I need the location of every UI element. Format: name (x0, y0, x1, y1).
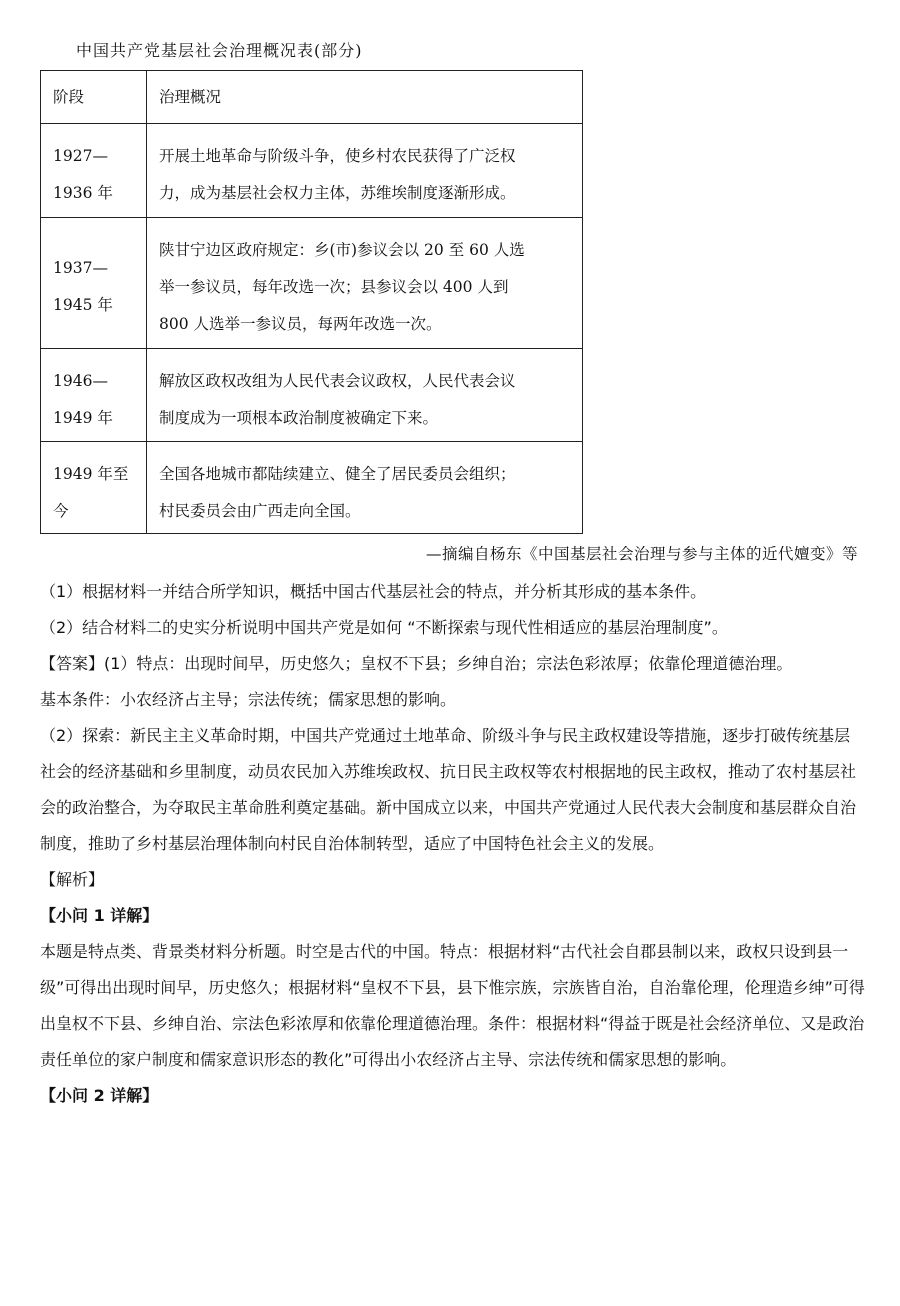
analysis-label: 【解析】 (40, 870, 105, 889)
table-header-row (41, 71, 583, 124)
row-content: 解放区政权改组为人民代表会议政权，人民代表会议 制度成为一项根本政治制度被确定下来。 (159, 372, 516, 427)
row-stage: 1927— 1936 年 (53, 147, 113, 202)
row-stage: 1949 年至 今 (53, 465, 129, 520)
questions-block (40, 574, 866, 1114)
answer-line-2: 基本条件：小农经济占主导；宗法传统；儒家思想的影响。 (40, 690, 457, 709)
row-content: 开展土地革命与阶级斗争，使乡村农民获得了广泛权 力，成为基层社会权力主体，苏维埃制度逐渐形成。 (159, 147, 516, 202)
header-stage: 阶段 (41, 71, 147, 124)
source-citation: —摘编自杨东《中国基层社会治理与参与主体的近代嬗变》等 (425, 545, 858, 563)
table-row (41, 442, 583, 534)
table-title: 中国共产党基层社会治理概况表(部分) (76, 41, 363, 60)
row-content: 全国各地城市都陆续建立、健全了居民委员会组织； 村民委员会由广西走向全国。 (159, 465, 516, 520)
table-row (41, 349, 583, 442)
table-row (41, 218, 583, 349)
header-content: 治理概况 (147, 71, 583, 124)
question-2: （2）结合材料二的史实分析说明中国共产党是如何 “不断探索与现代性相适应的基层治理制度”。 (40, 618, 728, 637)
table-row (41, 124, 583, 218)
row-content: 陕甘宁边区政府规定：乡(市)参议会以 20 至 60 人选 举一参议员，每年改选一次；县参议会以 400 人到 800 人选举一参议员，每两年改选一次。 (159, 241, 525, 333)
row-stage: 1946— 1949 年 (53, 372, 113, 427)
governance-table (40, 70, 583, 534)
sub-question-1-text: 本题是特点类、背景类材料分析题。时空是古代的中国。特点：根据材料“古代社会自郡县制以来，政权只设到县一级”可得出出现时间早，历史悠久；根据材料“皇权不下县，县下惟宗族，宗族皆自治，自治靠伦理，伦理造乡绅”可得出皇权不下县、乡绅自治、宗法色彩浓厚和依靠伦理道德治理。条件：根据材料“得益于既是社会经济单位、又是政治责任单位的家户制度和儒家意识形态的教化”可得出小农经济占主导、宗法传统和儒家思想的影响。 (40, 942, 865, 1069)
question-1: （1）根据材料一并结合所学知识，概括中国古代基层社会的特点，并分析其形成的基本条件。 (40, 582, 707, 601)
answer-line-1: 【答案】(1）特点：出现时间早，历史悠久；皇权不下县；乡绅自治；宗法色彩浓厚；依靠伦理道德治理。 (40, 654, 793, 673)
answer-part-2: （2）探索：新民主主义革命时期，中国共产党通过土地革命、阶级斗争与民主政权建设等措施，逐步打破传统基层社会的经济基础和乡里制度，动员农民加入苏维埃政权、抗日民主政权等农村根据地的民主政权，推动了农村基层社会的政治整合，为夺取民主革命胜利奠定基础。新中国成立以来，中国共产党通过人民代表大会制度和基层群众自治制度，推助了乡村基层治理体制向村民自治体制转型，适应了中国特色社会主义的发展。 (40, 726, 857, 853)
sub-question-2-label: 【小问 2 详解】 (40, 1086, 159, 1105)
row-stage: 1937— 1945 年 (53, 259, 113, 314)
sub-question-1-label: 【小问 1 详解】 (40, 906, 159, 925)
